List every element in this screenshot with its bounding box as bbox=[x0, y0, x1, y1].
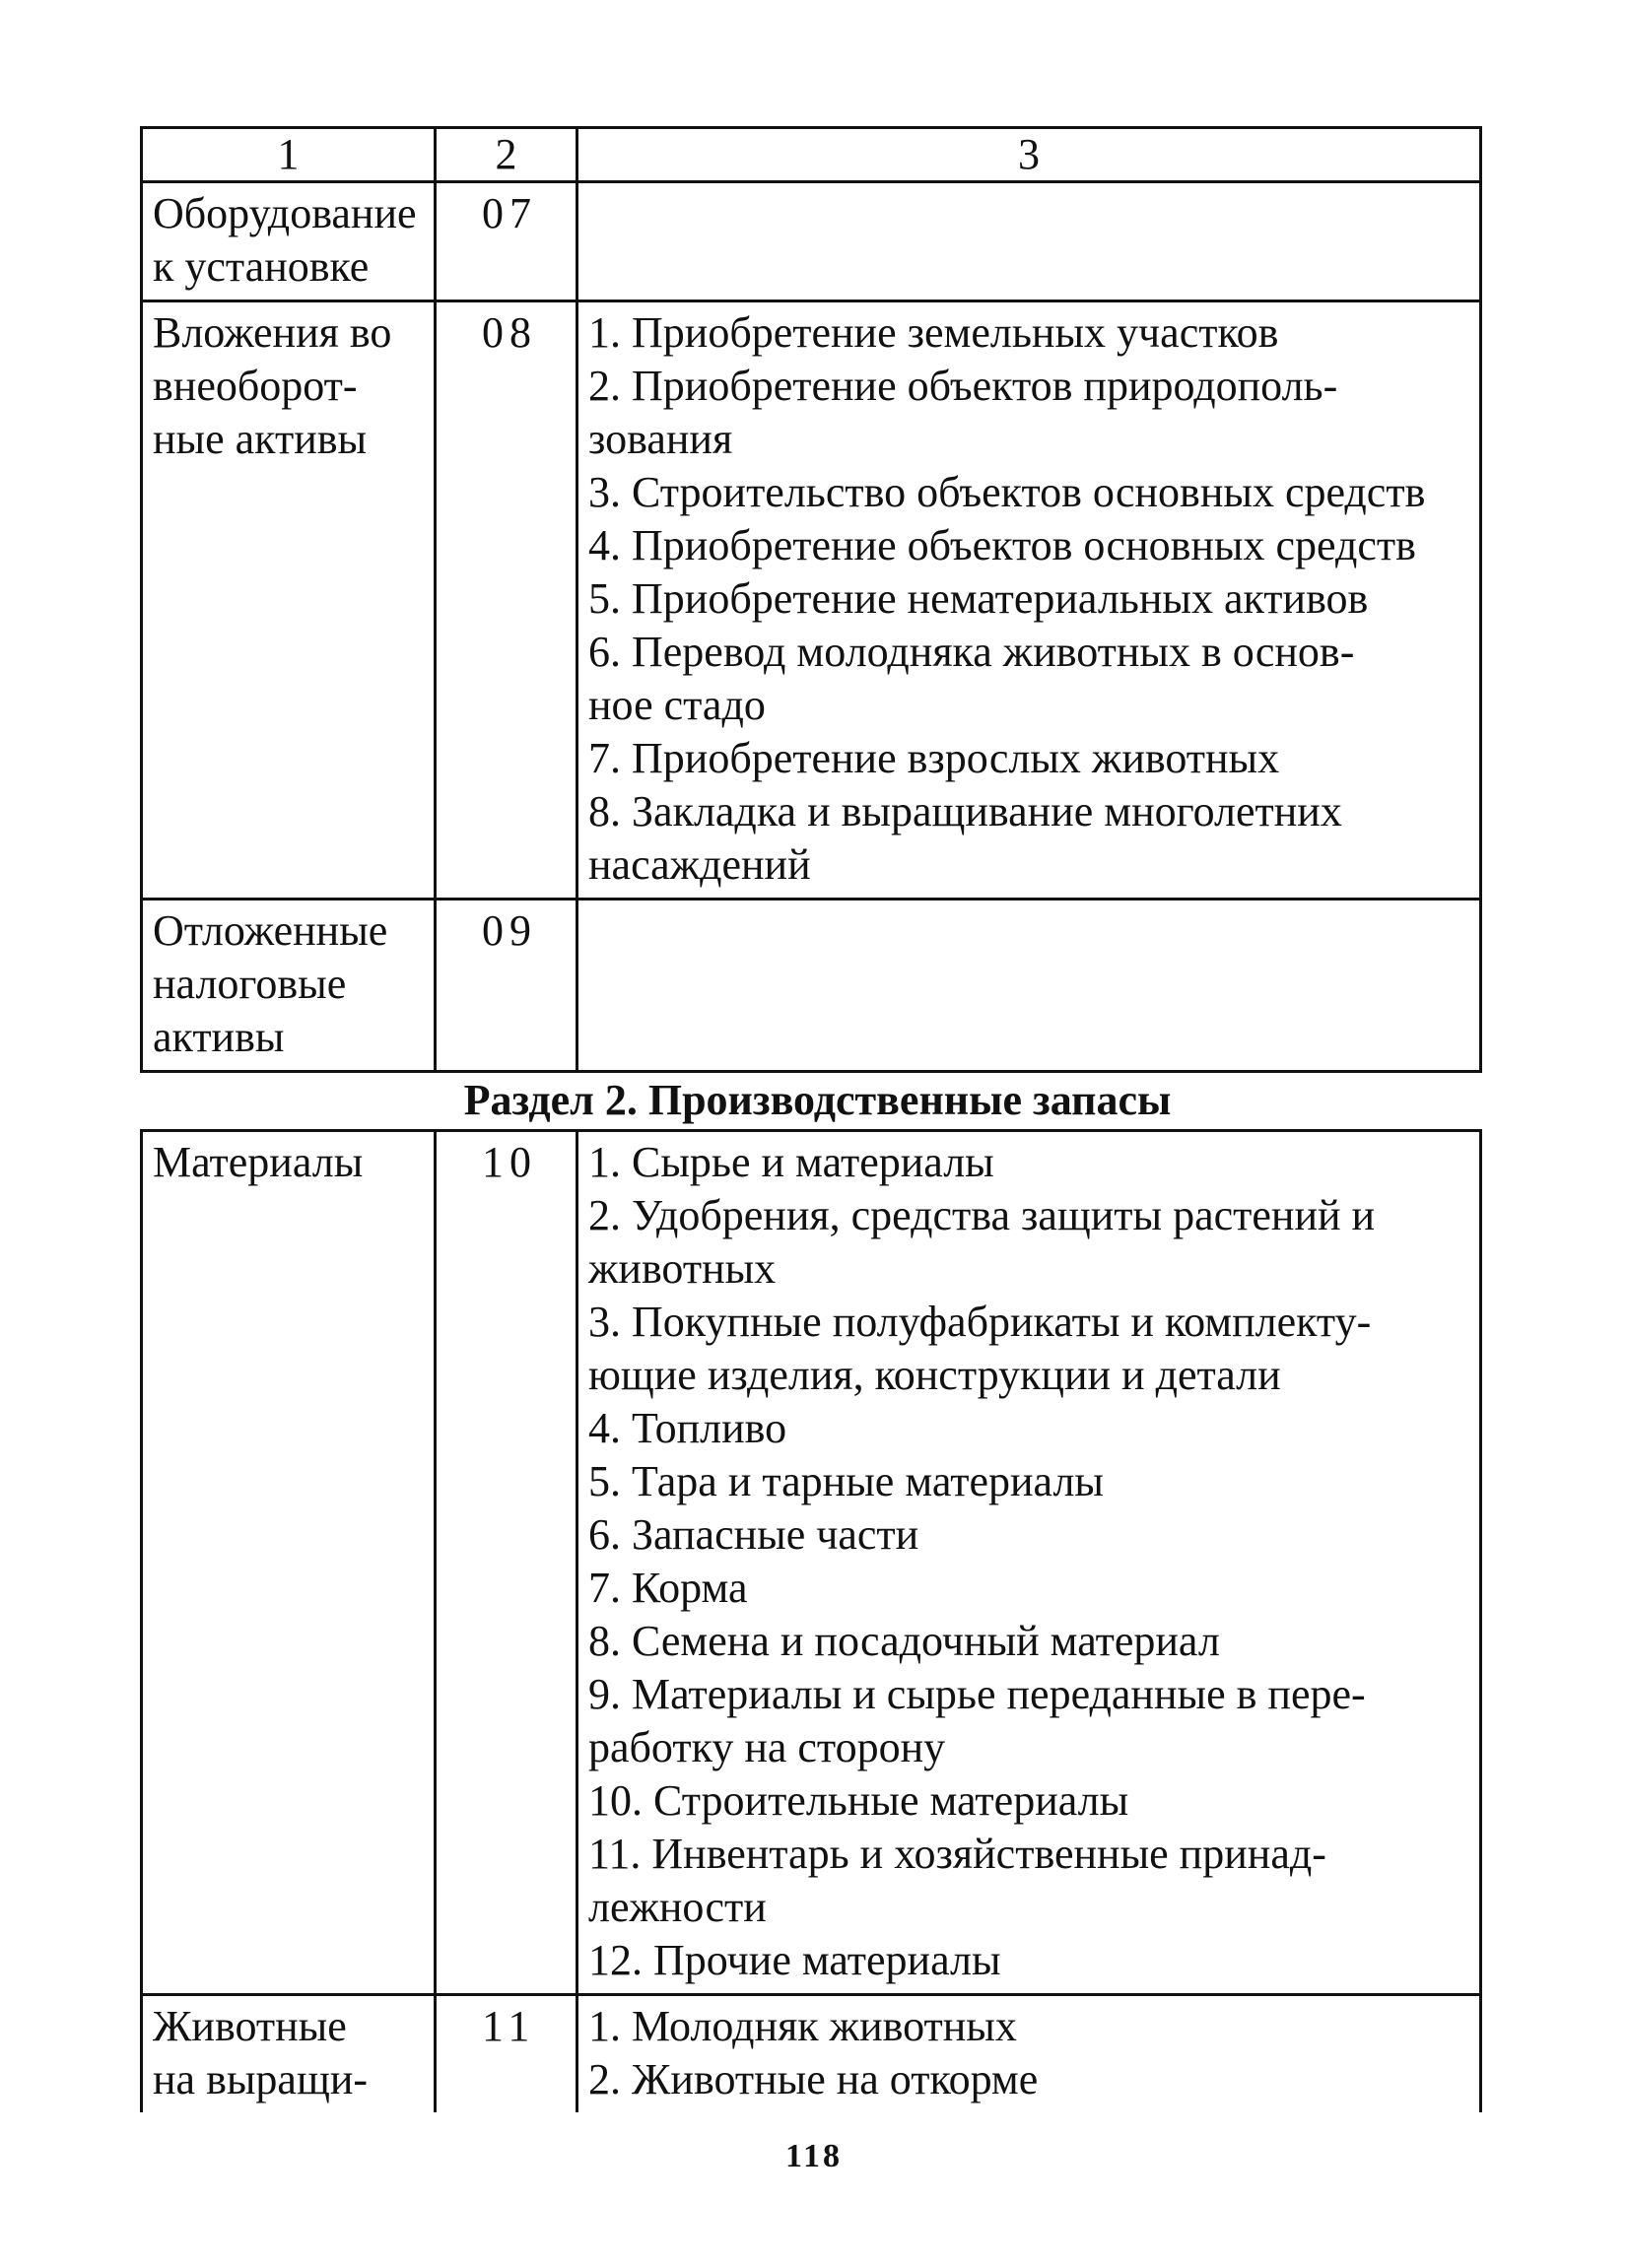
subaccount-line: 7. Приобретение взрослых животных bbox=[588, 734, 1280, 782]
account-code-cell: 10 bbox=[436, 1131, 577, 1995]
subaccount-line: 1. Приобретение земельных участков bbox=[588, 308, 1279, 357]
account-name-line: к установке bbox=[153, 242, 370, 291]
table-row-account-08 bbox=[142, 301, 1481, 900]
account-name-cell bbox=[142, 301, 436, 900]
subaccount-line: ющие изделия, конструкции и детали bbox=[588, 1351, 1281, 1399]
account-name-line: внеоборот- bbox=[153, 362, 358, 410]
subaccount-line: 1. Молодняк животных bbox=[588, 2002, 1017, 2050]
column-header-code: 2 bbox=[436, 128, 577, 182]
account-code-cell: 08 bbox=[436, 301, 577, 900]
subaccount-line: 7. Корма bbox=[588, 1564, 748, 1612]
account-name-line: Вложения во bbox=[153, 308, 392, 357]
subaccount-line: насаждений bbox=[588, 840, 811, 889]
column-header-name: 1 bbox=[142, 128, 436, 182]
subaccount-line: 1. Сырье и материалы bbox=[588, 1138, 994, 1186]
table-row-account-10 bbox=[142, 1131, 1481, 1995]
account-name-cell bbox=[142, 1995, 436, 2113]
subaccount-line: животных bbox=[588, 1244, 777, 1293]
section-title: Раздел 2. Производственные запасы bbox=[463, 1076, 1172, 1124]
account-code-cell: 09 bbox=[436, 900, 577, 1072]
account-name-cell bbox=[142, 1131, 436, 1995]
subaccounts-cell bbox=[577, 1131, 1481, 1995]
subaccount-line: 8. Семена и посадочный материал bbox=[588, 1617, 1220, 1665]
subaccount-line: работку на сторону bbox=[588, 1723, 946, 1771]
subaccount-line: 2. Животные на откорме bbox=[588, 2055, 1039, 2103]
subaccount-line: 3. Строительство объектов основных средств bbox=[588, 468, 1426, 516]
subaccount-line: 3. Покупные полуфабрикаты и комплекту- bbox=[588, 1298, 1372, 1346]
account-name-line: ные активы bbox=[153, 415, 368, 463]
subaccount-line: 6. Перевод молодняка животных в основ- bbox=[588, 628, 1355, 676]
subaccount-line: 4. Приобретение объектов основных средств bbox=[588, 521, 1416, 569]
account-code-cell: 11 bbox=[436, 1995, 577, 2113]
subaccounts-cell bbox=[577, 900, 1481, 1072]
table-row-account-11 bbox=[142, 1995, 1481, 2113]
subaccount-line: 9. Материалы и сырье переданные в пере- bbox=[588, 1670, 1366, 1718]
accounts-table-section-1 bbox=[140, 126, 1482, 1073]
table-row-account-07 bbox=[142, 182, 1481, 301]
subaccount-line: 8. Закладка и выращивание многолетних bbox=[588, 787, 1342, 835]
account-name-line: Материалы bbox=[153, 1138, 364, 1186]
table-header-row bbox=[142, 128, 1481, 182]
account-name-line: Отложенные bbox=[153, 906, 388, 955]
account-name-cell bbox=[142, 182, 436, 301]
subaccount-line: лежности bbox=[588, 1883, 767, 1931]
account-name-line: Оборудование bbox=[153, 189, 417, 237]
subaccounts-cell bbox=[577, 182, 1481, 301]
subaccounts-cell bbox=[577, 1995, 1481, 2113]
subaccount-line: 4. Топливо bbox=[588, 1404, 787, 1452]
account-name-line: Животные bbox=[153, 2002, 347, 2050]
subaccount-line: 5. Приобретение нематериальных активов bbox=[588, 574, 1369, 623]
subaccount-line: 5. Тара и тарные материалы bbox=[588, 1457, 1104, 1505]
column-header-subaccounts: 3 bbox=[577, 128, 1481, 182]
subaccounts-cell bbox=[577, 301, 1481, 900]
table-row-account-09 bbox=[142, 900, 1481, 1072]
subaccount-line: ное стадо bbox=[588, 681, 766, 729]
accounts-table-section-2 bbox=[140, 1129, 1482, 2112]
account-name-line: на выращи- bbox=[153, 2055, 369, 2103]
subaccount-line: 10. Строительные материалы bbox=[588, 1776, 1129, 1825]
account-name-line: активы bbox=[153, 1013, 285, 1061]
subaccount-line: 6. Запасные части bbox=[588, 1510, 919, 1559]
subaccount-line: 2. Приобретение объектов природополь- bbox=[588, 362, 1338, 410]
account-name-line: налоговые bbox=[153, 960, 347, 1008]
account-name-cell bbox=[142, 900, 436, 1072]
subaccount-line: 12. Прочие материалы bbox=[588, 1936, 1001, 1984]
subaccount-line: зования bbox=[588, 415, 733, 463]
subaccount-line: 2. Удобрения, средства защиты растений и bbox=[588, 1191, 1376, 1239]
subaccount-line: 11. Инвентарь и хозяйственные принад- bbox=[588, 1830, 1326, 1878]
page-number: 118 bbox=[784, 2138, 844, 2174]
account-code-cell: 07 bbox=[436, 182, 577, 301]
